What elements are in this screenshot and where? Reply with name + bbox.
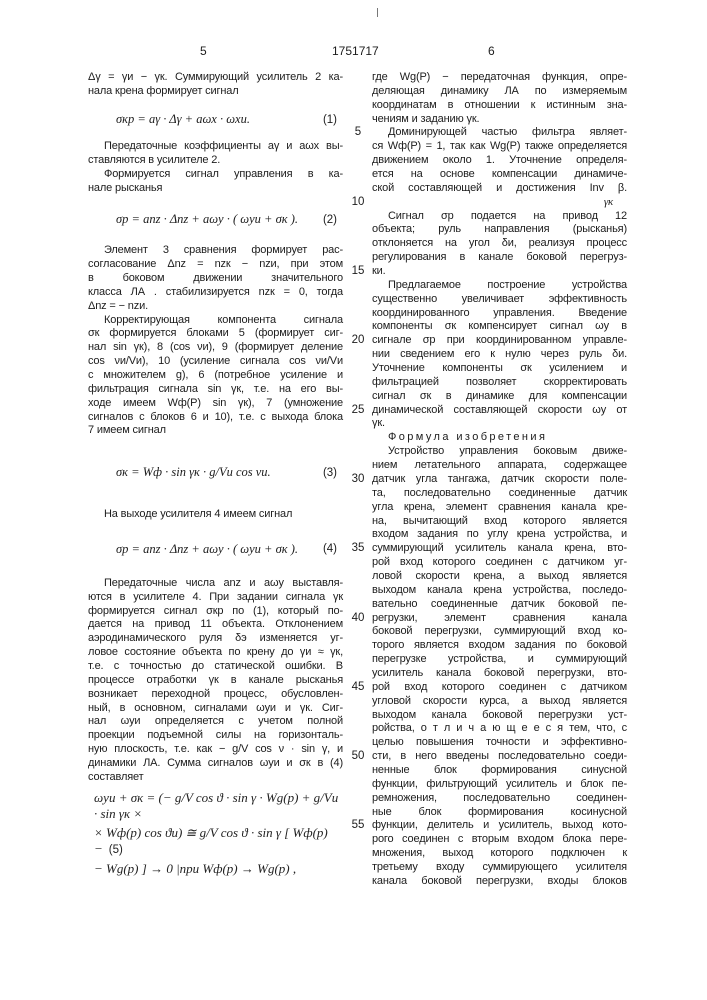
- text-line: класса ЛА . стабилизируется nzк = 0, тогда: [88, 286, 343, 300]
- text-line: сигнал σк в динамике для компенсации: [372, 390, 627, 404]
- text-line: канала боковой перегрузки, входы блоков: [372, 875, 627, 889]
- text-line: динамики ЛА. Сумма сигналов ωyи и σк в (4): [88, 757, 343, 771]
- equation-number: (2): [323, 214, 337, 226]
- margin-line-number: 55: [350, 819, 366, 833]
- text-line: процессе отработки γк в канале рысканья: [88, 674, 343, 688]
- formula: [88, 438, 343, 507]
- equation-number: (1): [323, 114, 337, 126]
- text-line: формируется сигнал σкр по (1), который по-: [88, 605, 343, 619]
- text-line: торого является входом задания по боковой: [372, 639, 627, 653]
- text-line: нием летательного аппарата, содержащее: [372, 459, 627, 473]
- text-line: функции, фильтрующий усилитель и блок пе-: [372, 778, 627, 792]
- right-column: [372, 71, 627, 889]
- text-line: выходом канала крена устройства, последо-: [372, 584, 627, 598]
- text-line: ные блок формирования косинусной: [372, 806, 627, 820]
- text-line: дается на привод 11 объекта. Отклонением: [88, 618, 343, 632]
- left-page-number: 5: [200, 44, 207, 58]
- text-line: нала крена формирует сигнал: [88, 85, 343, 99]
- text-line: целью повышения точности и эффективно-: [372, 736, 627, 750]
- text-line: ставляются в усилителе 2.: [88, 154, 343, 168]
- text-line: множения, выход которого подключен к: [372, 847, 627, 861]
- patent-number: 1751717: [332, 44, 379, 58]
- equation-number: (5): [109, 844, 123, 856]
- text-line: существенно увеличивает эффективность: [372, 293, 627, 307]
- formula-5-text: × Wф(p) cos ϑи) ≅ g/V cos ϑ · sin γ [ Wф(p) −: [94, 825, 328, 856]
- formula-5-line: [94, 790, 342, 822]
- text-line: в боковом движении значительного: [88, 272, 343, 286]
- text-line: Формируется сигнал управления в ка-: [88, 168, 343, 182]
- text-line: фильтрация сигнала sin γк, т.е. на его вы-: [88, 383, 343, 397]
- text-line: нале рысканья: [88, 182, 343, 196]
- text-line: ется на основе компенсации динамиче-: [372, 168, 627, 182]
- margin-line-number: 25: [350, 404, 366, 418]
- text-line: рой вход которого соединен с датчиком уг-: [372, 556, 627, 570]
- section-heading: Формула изобретения: [372, 431, 627, 445]
- text-line: Элемент 3 сравнения формирует рас-: [88, 244, 343, 258]
- text-line: σк формируется блоками 5 (формирует сиг-: [88, 327, 343, 341]
- text-line: динамической составляющей скорости ωy от: [372, 404, 627, 418]
- text-line: согласование Δnz = nzк − nzи, при этом: [88, 258, 343, 272]
- text-line: ходе имеем Wф(P) sin γк), 7 (умножение: [88, 397, 343, 411]
- text-line: третьему входу суммирующего усилителя: [372, 861, 627, 875]
- text-line: возникает переходной процесс, обусловлен-: [88, 688, 343, 702]
- text-line: входом задания по углу крена устройства, и: [372, 528, 627, 542]
- text-line: аэродинамического руля δэ изменяется уг-: [88, 632, 343, 646]
- handwritten-formula-5: [94, 790, 342, 880]
- text-line: ненные блок формирования синусной: [372, 764, 627, 778]
- right-page-number: 6: [488, 44, 495, 58]
- text-line: регулирования в канале боковой перегруз-: [372, 251, 627, 265]
- text-line: Сигнал σр подается на привод 12: [372, 210, 627, 224]
- text-line: угла крена, элемент сравнения канала кре-: [372, 501, 627, 515]
- text-line: ской составляющей и достижения Inv β.: [372, 182, 627, 196]
- formula-expression: σр = anz · Δnz + aωy · ( ωyи + σк ).: [116, 212, 298, 227]
- text-line: Δnz = − nzи.: [88, 300, 343, 314]
- text-line: сигналов с блоков 6 и 10), т.е. с выхода блока: [88, 411, 343, 425]
- formula: [88, 196, 343, 245]
- text-line: Устройство управления боковым движе-: [372, 445, 627, 459]
- margin-line-number: 10: [350, 196, 366, 210]
- text-line: Передаточные числа anz и aωy выставля-: [88, 577, 343, 591]
- text-line: ройства, о т л и ч а ю щ е е с я тем, что, с: [372, 722, 627, 736]
- text-line: ремножения, последовательно соединен-: [372, 792, 627, 806]
- text-line: ловой скорости крена, а выход является: [372, 570, 627, 584]
- text-line: На выходе усилителя 4 имеем сигнал: [88, 508, 343, 522]
- text-line: движением около 1. Уточнение определя-: [372, 154, 627, 168]
- text-line: рого соединен с вторым входом блока пере-: [372, 833, 627, 847]
- text-line: т.е. с точностью до статической ошибки. В: [88, 660, 343, 674]
- text-line: чениям и заданию γк.: [372, 113, 627, 127]
- text-line: регрузки, элемент сравнения канала: [372, 612, 627, 626]
- text-line: деляющая динамику ЛА по измеряемым: [372, 85, 627, 99]
- text-line: Δγ = γи − γк. Суммирующий усилитель 2 ка-: [88, 71, 343, 85]
- text-line: на, вычитающий вход которого является: [372, 515, 627, 529]
- text-line: сигнале σр при координированном управле-: [372, 334, 627, 348]
- margin-line-number: 20: [350, 334, 366, 348]
- text-line: компоненты σк компенсирует сигнал ωy в: [372, 320, 627, 334]
- text-line: суммирующий усилитель канала крена, вто-: [372, 542, 627, 556]
- text-line: γк.: [372, 417, 627, 431]
- text-line: ются в усилителе 4. При задании сигнала γк: [88, 591, 343, 605]
- text-line: сти, в него введены последовательно соеди-: [372, 750, 627, 764]
- text-line: Доминирующей частью фильтра являет-: [372, 126, 627, 140]
- margin-line-number: 50: [350, 750, 366, 764]
- text-line: нал ωyи определяется с учетом полной: [88, 715, 343, 729]
- text-line: где Wg(P) − передаточная функция, опре-: [372, 71, 627, 85]
- text-line: ный, в основном, сигналами ωyи и γк. Сиг-: [88, 702, 343, 716]
- text-line: γк: [372, 196, 627, 210]
- text-line: ки.: [372, 265, 627, 279]
- text-line: нии сведением его к нулю через руль δи.: [372, 348, 627, 362]
- text-line: Передаточные коэффициенты aγ и aωx вы-: [88, 140, 343, 154]
- formula: [88, 521, 343, 576]
- margin-line-number: 5: [350, 126, 366, 140]
- margin-line-number: 40: [350, 612, 366, 626]
- scan-mark: [377, 8, 378, 17]
- formula-expression: σк = Wф · sin γк · g/Vи cos νи.: [116, 465, 271, 480]
- text-line: боковой перегрузки, суммирующий вход ко-: [372, 625, 627, 639]
- equation-number: (4): [323, 543, 337, 555]
- text-line: усилитель канала боковой перегрузки, вто-: [372, 667, 627, 681]
- text-line: фильтрацией позволяет скорректировать: [372, 376, 627, 390]
- formula-5-line: [94, 861, 342, 877]
- margin-line-number: 45: [350, 681, 366, 695]
- text-line: проекции подъемной силы на горизонталь-: [88, 729, 343, 743]
- text-line: координированного управления. Введение: [372, 307, 627, 321]
- text-line: Предлагаемое построение устройства: [372, 279, 627, 293]
- text-line: ся Wф(P) = 1, так как Wg(P) также определяется: [372, 140, 627, 154]
- text-line: с множителем g), 6 (потребное усиление и: [88, 369, 343, 383]
- text-line: отклоняется на угол δи, реализуя процесс: [372, 237, 627, 251]
- text-line: ловое состояние объекта по крену до γи ≈ γк,: [88, 646, 343, 660]
- text-line: функции, делитель и усилитель, выход кото-: [372, 819, 627, 833]
- text-line: угловой скорости курса, а выход является: [372, 695, 627, 709]
- text-line: Корректирующая компонента сигнала: [88, 314, 343, 328]
- text-line: выходом канала боковой перегрузки уст-: [372, 709, 627, 723]
- margin-line-number: 35: [350, 542, 366, 556]
- formula-5-text: − Wg(p) ] → 0 |при Wф(p) → Wg(p) ,: [94, 861, 296, 876]
- formula-5-text: ωyи + σк = (− g/V cos ϑ · sin γ · Wg(p) + g/Vи · sin γк ×: [94, 790, 338, 821]
- text-line: та, последовательно соединенные датчик: [372, 487, 627, 501]
- text-line: 7 имеем сигнал: [88, 424, 343, 438]
- formula-5-line: [94, 825, 342, 858]
- text-line: перегрузке устройства, и суммирующий: [372, 653, 627, 667]
- equation-number: (3): [323, 467, 337, 479]
- margin-line-number: 30: [350, 473, 366, 487]
- formula: [88, 99, 343, 141]
- text-line: датчик угла тангажа, датчик скорости поле-: [372, 473, 627, 487]
- text-line: ную плоскость, т.е. как − g/V cos ν · sin γ, и: [88, 743, 343, 757]
- left-column: [88, 71, 343, 785]
- formula-expression: σкр = aγ · Δγ + aωx · ωxи.: [116, 112, 250, 127]
- text-line: cos νи/Vи), 10 (усиление сигнала cos νи/Vи: [88, 355, 343, 369]
- text-line: рой вход которого соединен с датчиком: [372, 681, 627, 695]
- margin-line-number: 15: [350, 265, 366, 279]
- text-line: объекта; руль направления (рысканья): [372, 223, 627, 237]
- text-line: координатам в отношении к истинным зна-: [372, 99, 627, 113]
- text-line: вательно соединенные датчик боковой пе-: [372, 598, 627, 612]
- formula-expression: σр = anz · Δnz + aωy · ( ωyи + σк ).: [116, 542, 298, 557]
- text-line: Уточнение компоненты σк усилением и: [372, 362, 627, 376]
- text-line: составляет: [88, 771, 343, 785]
- text-line: нал sin γк), 8 (cos νи), 9 (формирует деление: [88, 341, 343, 355]
